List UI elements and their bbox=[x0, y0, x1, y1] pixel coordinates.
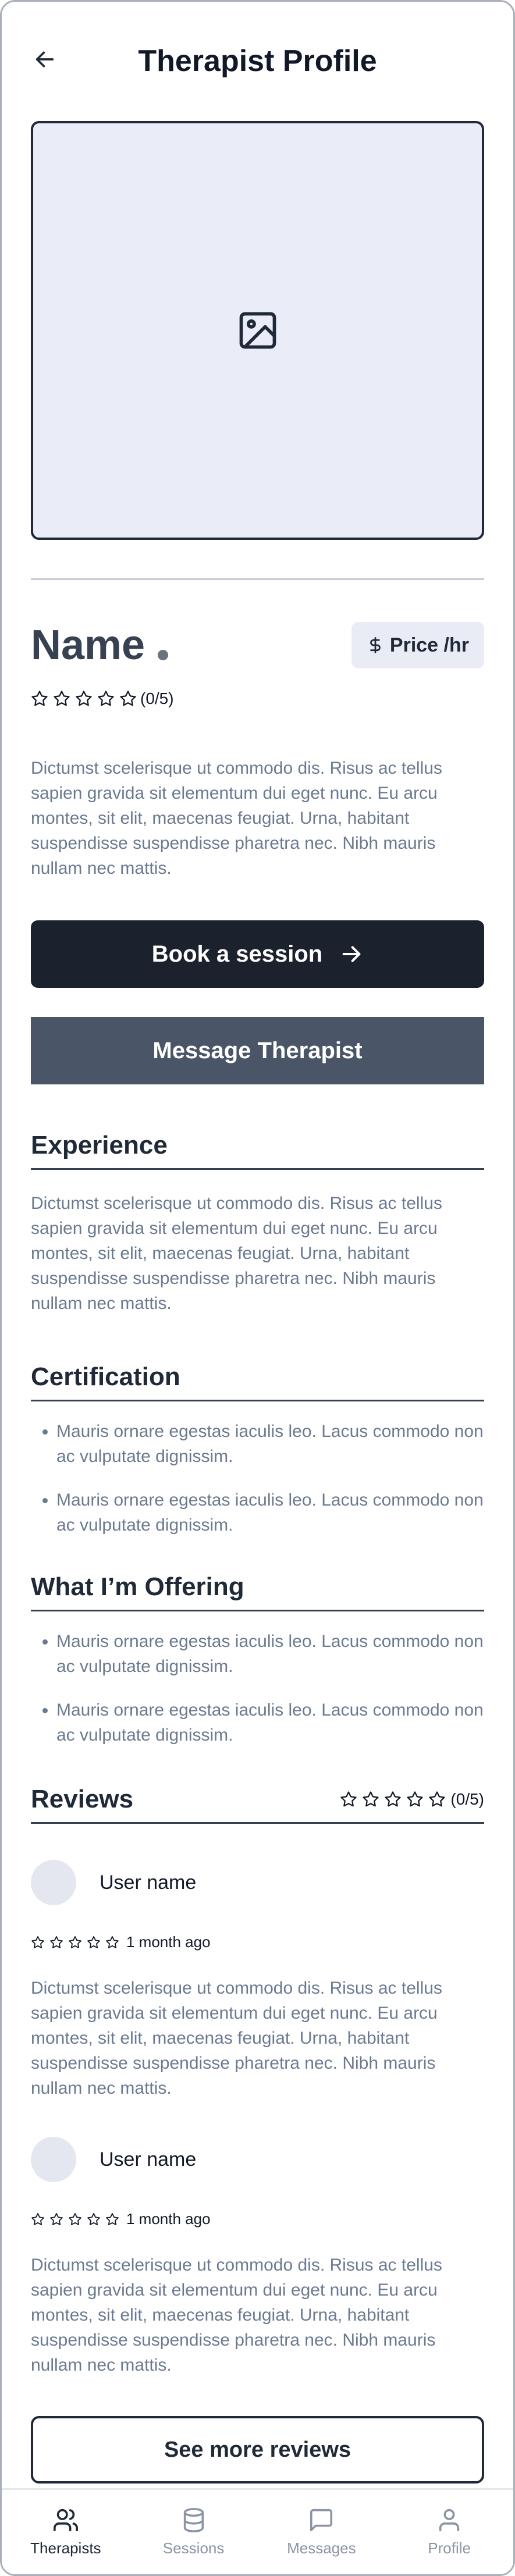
header bbox=[2, 2, 513, 121]
users-icon bbox=[52, 2507, 79, 2534]
bio-text: Dictumst scelerisque ut commodo dis. Risus ac tellus sapien gravida sit elementum dui eget nunc. Eu arcu montes, sit elit, maecenas feugiat. Urna, habitant suspendisse suspendisse pharetra nec. Nibh mauris nullam nec mattis. bbox=[31, 759, 442, 878]
review-time: 1 month ago bbox=[126, 1933, 211, 1951]
star-icon bbox=[49, 2212, 63, 2226]
star-icon bbox=[87, 2212, 101, 2226]
star-icon bbox=[87, 1935, 101, 1949]
star-icon bbox=[31, 1935, 45, 1949]
book-session-label: Book a session bbox=[151, 941, 323, 967]
see-more-reviews-button[interactable] bbox=[31, 2416, 484, 2484]
star-icon bbox=[31, 690, 48, 707]
star-icon bbox=[406, 1791, 424, 1808]
image-placeholder-icon bbox=[236, 308, 280, 353]
review-meta bbox=[31, 1933, 484, 1951]
review-time: 1 month ago bbox=[126, 2210, 211, 2228]
message-therapist-label: Message Therapist bbox=[152, 1037, 363, 1063]
therapist-photo bbox=[31, 121, 484, 540]
certification-heading: Certification bbox=[31, 1362, 484, 1401]
review-user bbox=[31, 1860, 484, 1905]
star-icon bbox=[53, 690, 70, 707]
review-user bbox=[31, 2137, 484, 2182]
experience-text: Dictumst scelerisque ut commodo dis. Risus ac tellus sapien gravida sit elementum dui eget nunc. Eu arcu montes, sit elit, maecenas feugiat. Urna, habitant suspendisse suspendisse pharetra nec. Nibh mauris nullam nec mattis. bbox=[31, 1194, 442, 1313]
review-username: User name bbox=[100, 2148, 197, 2171]
price-label: Price /hr bbox=[389, 634, 469, 656]
profile-rating bbox=[31, 689, 484, 708]
reviews-heading: Reviews bbox=[31, 1785, 134, 1813]
price-badge bbox=[351, 622, 484, 668]
star-icon bbox=[384, 1791, 402, 1808]
nav-item-profile[interactable] bbox=[385, 2490, 513, 2574]
star-rating bbox=[31, 1935, 119, 1949]
message-therapist-button[interactable] bbox=[31, 1017, 484, 1084]
star-rating bbox=[31, 2212, 119, 2226]
star-rating bbox=[31, 690, 137, 707]
nav-label: Profile bbox=[428, 2539, 471, 2557]
star-icon bbox=[68, 1935, 82, 1949]
star-icon bbox=[49, 1935, 63, 1949]
review-username: User name bbox=[100, 1871, 197, 1894]
star-icon bbox=[105, 1935, 119, 1949]
message-square-icon bbox=[308, 2507, 335, 2534]
star-icon bbox=[75, 690, 93, 707]
rating-text: (0/5) bbox=[140, 689, 174, 707]
review-text: Dictumst scelerisque ut commodo dis. Risus ac tellus sapien gravida sit elementum dui eget nunc. Eu arcu montes, sit elit, maecenas feugiat. Urna, habitant suspendisse suspendisse pharetra nec. Nibh mauris nullam nec mattis. bbox=[31, 2255, 442, 2375]
star-icon bbox=[97, 690, 115, 707]
nav-item-sessions[interactable] bbox=[130, 2490, 258, 2574]
status-dot bbox=[158, 650, 168, 660]
avatar bbox=[31, 1860, 76, 1905]
star-icon bbox=[31, 2212, 45, 2226]
see-more-reviews-label: See more reviews bbox=[164, 2437, 351, 2462]
avatar bbox=[31, 2137, 76, 2182]
star-icon bbox=[428, 1791, 446, 1808]
review-meta bbox=[31, 2210, 484, 2228]
experience-heading: Experience bbox=[31, 1131, 484, 1170]
reviews-rating bbox=[340, 1790, 484, 1809]
list-item: • Mauris ornare egestas iaculis leo. Lacus commodo non ac vulputate dignissim. bbox=[56, 1698, 484, 1748]
star-icon bbox=[362, 1791, 379, 1808]
list-item: • Mauris ornare egestas iaculis leo. Lacus commodo non ac vulputate dignissim. bbox=[56, 1419, 484, 1469]
nav-label: Sessions bbox=[162, 2539, 225, 2557]
star-rating bbox=[340, 1791, 446, 1808]
list-item: • Mauris ornare egestas iaculis leo. Lacus commodo non ac vulputate dignissim. bbox=[56, 1488, 484, 1538]
star-icon bbox=[340, 1791, 357, 1808]
offering-heading: What I’m Offering bbox=[31, 1572, 484, 1611]
nav-item-therapists[interactable] bbox=[2, 2490, 130, 2574]
star-icon bbox=[119, 690, 137, 707]
nav-label: Therapists bbox=[30, 2539, 101, 2557]
review-text: Dictumst scelerisque ut commodo dis. Risus ac tellus sapien gravida sit elementum dui eget nunc. Eu arcu montes, sit elit, maecenas feugiat. Urna, habitant suspendisse suspendisse pharetra nec. Nibh mauris nullam nec mattis. bbox=[31, 1979, 442, 2098]
therapist-name: Name bbox=[31, 622, 145, 668]
book-session-button[interactable] bbox=[31, 920, 484, 988]
nav-item-messages[interactable] bbox=[258, 2490, 386, 2574]
name-row bbox=[31, 622, 484, 668]
offering-list bbox=[31, 1629, 484, 1748]
nav-label: Messages bbox=[287, 2539, 356, 2557]
arrow-right-icon bbox=[340, 942, 363, 966]
database-icon bbox=[180, 2507, 207, 2534]
divider bbox=[31, 578, 484, 580]
page-title: Therapist Profile bbox=[138, 44, 377, 78]
reviews-header bbox=[31, 1785, 484, 1824]
list-item: • Mauris ornare egestas iaculis leo. Lacus commodo non ac vulputate dignissim. bbox=[56, 1629, 484, 1679]
user-icon bbox=[436, 2507, 463, 2534]
star-icon bbox=[68, 2212, 82, 2226]
dollar-icon bbox=[367, 636, 384, 654]
rating-text: (0/5) bbox=[450, 1790, 484, 1808]
review-item bbox=[31, 2137, 484, 2378]
certification-list bbox=[31, 1419, 484, 1538]
bottom-nav bbox=[2, 2488, 513, 2574]
star-icon bbox=[105, 2212, 119, 2226]
review-item bbox=[31, 1860, 484, 2101]
